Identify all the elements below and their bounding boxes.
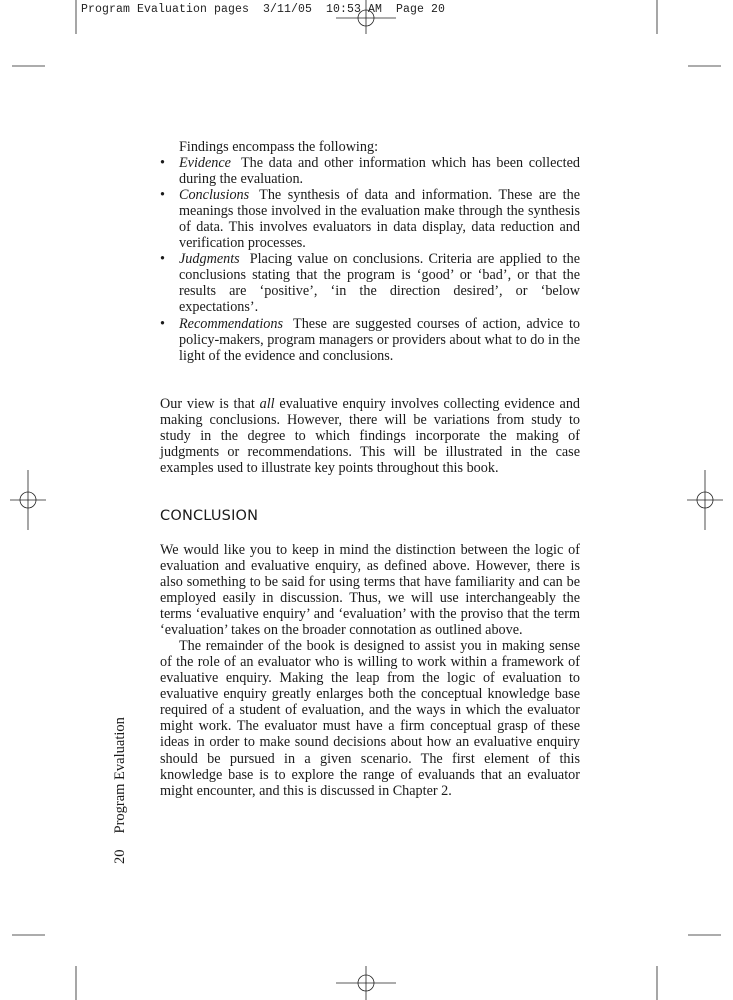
page-number: 20 xyxy=(112,849,128,864)
registration-mark-bottom xyxy=(336,966,396,1000)
page-body xyxy=(160,139,580,799)
bullet: • xyxy=(160,315,165,332)
view-paragraph-start: Our view is that xyxy=(160,395,260,412)
bullet: • xyxy=(160,155,165,172)
registration-mark-right xyxy=(687,470,723,530)
list-item-conclusions xyxy=(160,187,580,251)
bullet: • xyxy=(160,187,165,204)
bullet: • xyxy=(160,251,165,268)
view-paragraph-emphasis: all xyxy=(259,395,275,412)
definition-judgments: Placing value on conclusions. Criteria are applied to the conclusions stating that the program is ‘good’ or ‘bad’, or that the results are ‘positive’, ‘in the direction desired’, or ‘below expectations’. xyxy=(179,251,580,316)
registration-mark-left xyxy=(10,470,46,530)
definition-conclusions: The synthesis of data and information. These are the meanings those involved in the evaluation make through the synthesis of data. This involves evaluators in data display, data reduction and verification processes. xyxy=(179,187,580,252)
view-paragraph xyxy=(160,396,580,476)
findings-list xyxy=(160,155,580,364)
view-paragraph-rest: evaluative enquiry involves collecting evidence and making conclusions. However, there will be variations from study to study in the degree to which findings incorporate the making of judgments or recommendations. This will be illustrated in the case examples used to illustrate key points throughout this book. xyxy=(160,395,581,476)
definition-recommendations: These are suggested courses of action, advice to policy-makers, program managers or providers about what to do in the light of the evidence and conclusions. xyxy=(179,315,580,364)
printer-slug: Program Evaluation pages 3/11/05 10:53 AM Page 20 xyxy=(81,3,446,16)
term-evidence: Evidence xyxy=(179,155,231,172)
list-item-recommendations xyxy=(160,316,580,364)
registration-mark-top xyxy=(336,0,396,34)
term-judgments: Judgments xyxy=(179,251,240,268)
term-recommendations: Recommendations xyxy=(179,315,284,332)
section-heading: CONCLUSION xyxy=(160,507,259,524)
term-conclusions: Conclusions xyxy=(179,187,250,204)
conclusion-paragraph-2: The remainder of the book is designed to assist you in making sense of the role of an evaluator who is willing to work within a framework of evaluative enquiry. Making the leap from the logic of evaluation to evaluative enquiry greatly enlarges both the conceptual knowledge base required of a student of evaluation, and the ways in which the evaluator might work. The evaluator must have a firm conceptual grasp of these ideas in order to make sound decisions about how an evaluative enquiry should be pursued in a given scenario. The first element of this knowledge base is to explore the range of evaluands that an evaluator might encounter, and this is discussed in Chapter 2. xyxy=(160,638,580,799)
running-footer xyxy=(112,717,129,864)
definition-evidence: The data and other information which has been collected during the evaluation. xyxy=(179,155,580,188)
book-title: Program Evaluation xyxy=(112,717,128,834)
list-item-judgments xyxy=(160,251,580,315)
list-item-evidence xyxy=(160,155,580,187)
findings-intro: Findings encompass the following: xyxy=(179,139,379,155)
conclusion-paragraph-1: We would like you to keep in mind the distinction between the logic of evaluation and evaluative enquiry, as defined above. However, there is also something to be said for using terms that have familiarity and can be employed easily in discussion. Thus, we will use interchangeably the terms ‘evaluative enquiry’ and ‘evaluation’ with the proviso that the term ‘evaluation’ takes on the broader connotation as outlined above. xyxy=(160,541,580,639)
